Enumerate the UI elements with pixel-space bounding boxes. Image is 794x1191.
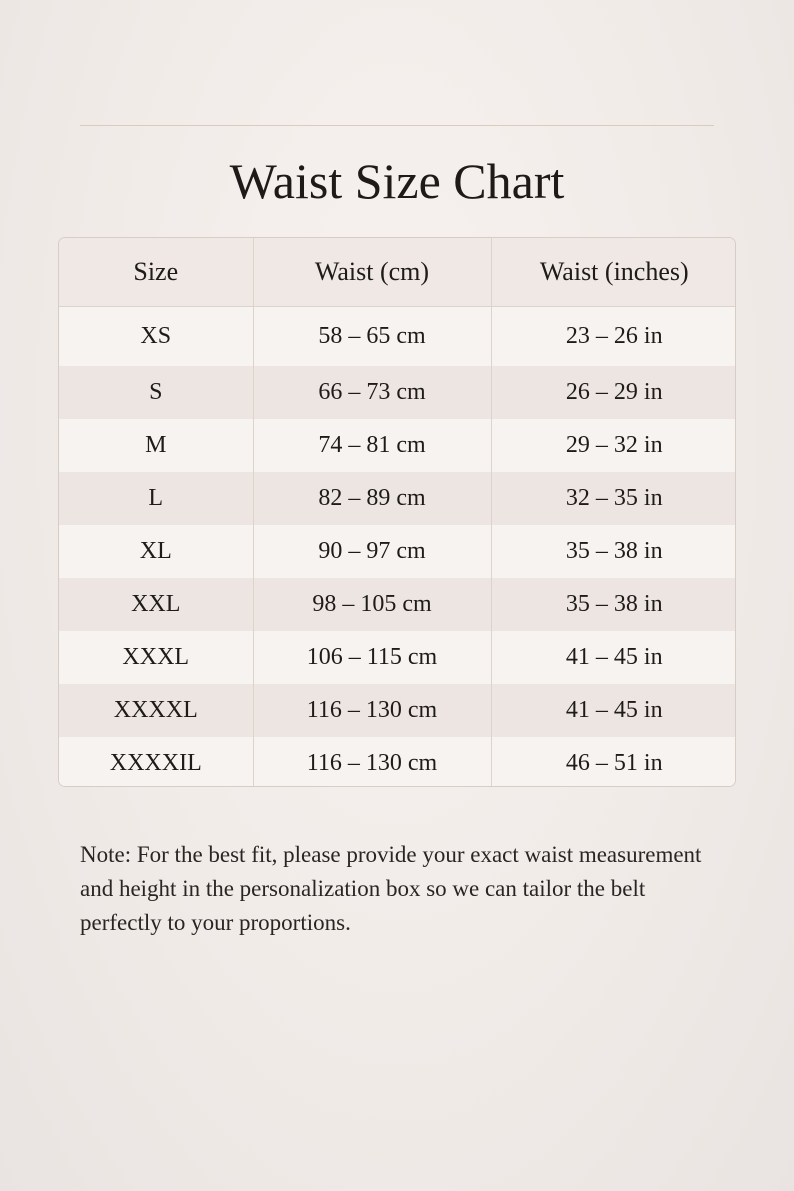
cell-waist-inches: 35 – 38 in: [565, 591, 663, 617]
cell-waist-inches: 29 – 32 in: [565, 432, 663, 458]
cell-waist-inches: 46 – 51 in: [565, 750, 663, 776]
table-row: [59, 525, 736, 578]
table-row: [59, 631, 736, 684]
cell-size: XXXXL: [59, 684, 253, 737]
cell-size: L: [59, 472, 253, 525]
table-row: [59, 472, 736, 525]
cell-waist-cm: 74 – 81 cm: [253, 419, 491, 472]
size-table: [59, 238, 736, 787]
table-row: [59, 306, 736, 366]
fit-note: Note: For the best fit, please provide your exact waist measurement and height in the personalization box so we can tailor the belt perfectly to your proportions.: [80, 842, 702, 935]
header-waist-inches: Waist (inches): [491, 238, 736, 306]
cell-waist-inches: 23 – 26 in: [565, 322, 663, 349]
page-title: Waist Size Chart: [229, 153, 565, 209]
cell-waist-cm: 82 – 89 cm: [253, 472, 491, 525]
cell-waist-inches: 26 – 29 in: [565, 379, 663, 405]
header-waist-cm: Waist (cm): [253, 238, 491, 306]
top-divider: [80, 125, 714, 126]
cell-waist-inches: 41 – 45 in: [565, 644, 663, 670]
size-table-container: [58, 237, 736, 787]
table-header-row: [59, 238, 736, 306]
cell-waist-cm: 116 – 130 cm: [253, 684, 491, 737]
cell-waist-cm: 66 – 73 cm: [253, 366, 491, 419]
table-row: [59, 737, 736, 787]
cell-size: M: [59, 419, 253, 472]
cell-waist-cm: 116 – 130 cm: [253, 737, 491, 787]
cell-size: XXL: [59, 578, 253, 631]
table-row: [59, 419, 736, 472]
header-size: Size: [59, 238, 253, 306]
cell-waist-inches: 35 – 38 in: [565, 538, 663, 564]
cell-waist-cm: 98 – 105 cm: [253, 578, 491, 631]
cell-size: XS: [59, 306, 253, 366]
cell-size: XL: [59, 525, 253, 578]
cell-size: XXXXIL: [59, 737, 253, 787]
table-row: [59, 684, 736, 737]
cell-waist-inches: 41 – 45 in: [565, 697, 663, 723]
cell-size: S: [59, 366, 253, 419]
cell-waist-cm: 106 – 115 cm: [253, 631, 491, 684]
cell-size: XXXL: [59, 631, 253, 684]
table-row: [59, 578, 736, 631]
cell-waist-cm: 58 – 65 cm: [253, 306, 491, 366]
cell-waist-cm: 90 – 97 cm: [253, 525, 491, 578]
table-row: [59, 366, 736, 419]
cell-waist-inches: 32 – 35 in: [565, 485, 663, 511]
